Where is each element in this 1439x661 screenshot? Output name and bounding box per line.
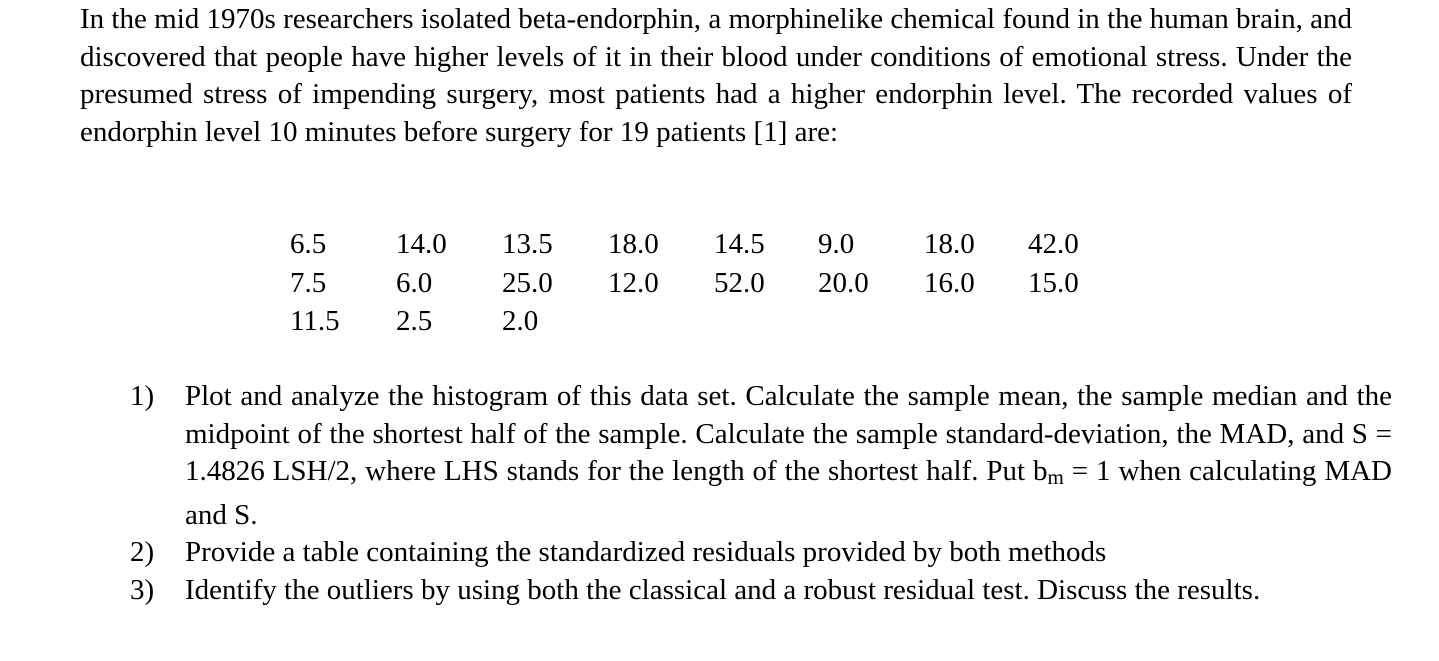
data-cell <box>818 302 924 341</box>
data-cell <box>608 302 714 341</box>
question-item <box>130 572 1392 610</box>
data-cell: 25.0 <box>502 266 553 299</box>
data-cell: 16.0 <box>924 266 975 299</box>
data-cell: 14.0 <box>396 228 447 260</box>
intro-paragraph: In the mid 1970s researchers isolated beta-endorphin, a morphinelike chemical found in the human brain, and discovered that people have higher levels of it in their blood under conditions of emotional stress. Under the presumed stress of impending surgery, most patients had a higher endorphin level. The recorded values of endorphin level 10 minutes before surgery for 19 patients [1] are: <box>80 3 1352 148</box>
data-cell <box>714 302 818 341</box>
data-cell: 6.0 <box>396 266 433 299</box>
question-text-part: Plot and analyze the histogram of this data set. Calculate the sample mean, the sample median and the midpoint of the shortest half of the sample. Calculate the sample standard-deviation, the MAD, and S = 1.4826 LSH/2, where LHS stands for the length of the shortest half. Put b <box>185 380 1392 487</box>
data-cell: 2.0 <box>502 305 539 337</box>
data-cell: 13.5 <box>502 228 553 260</box>
question-text-part: = 1 when calculating MAD and S. <box>185 455 1392 531</box>
question-number: 3) <box>130 573 155 606</box>
data-row <box>290 302 1088 341</box>
question-number: 2) <box>130 536 155 568</box>
data-cell: 15.0 <box>1028 266 1079 299</box>
data-row <box>290 225 1088 264</box>
data-cell: 9.0 <box>818 228 855 260</box>
data-cell: 52.0 <box>714 266 765 299</box>
question-number: 1) <box>130 380 155 412</box>
question-text <box>185 378 1392 534</box>
data-cell <box>924 302 1028 341</box>
question-list <box>130 378 1392 609</box>
data-cell: 14.5 <box>714 228 765 260</box>
data-cell: 2.5 <box>396 305 433 337</box>
data-cell: 42.0 <box>1028 228 1079 260</box>
data-cell: 20.0 <box>818 266 869 299</box>
data-cell: 18.0 <box>608 228 659 260</box>
subscript: m <box>1047 465 1064 489</box>
question-text: Identify the outliers by using both the classical and a robust residual test. Discuss the results. <box>185 573 1261 606</box>
data-cell: 18.0 <box>924 228 975 260</box>
endorphin-data-table <box>290 225 1088 341</box>
question-item <box>130 378 1392 534</box>
data-cell <box>1028 302 1088 341</box>
data-cell: 12.0 <box>608 266 659 299</box>
data-cell: 7.5 <box>290 266 327 299</box>
question-text: Provide a table containing the standardized residuals provided by both methods <box>185 536 1107 568</box>
data-row <box>290 264 1088 303</box>
question-item <box>130 534 1392 572</box>
data-cell: 11.5 <box>290 305 340 337</box>
data-cell: 6.5 <box>290 228 327 260</box>
